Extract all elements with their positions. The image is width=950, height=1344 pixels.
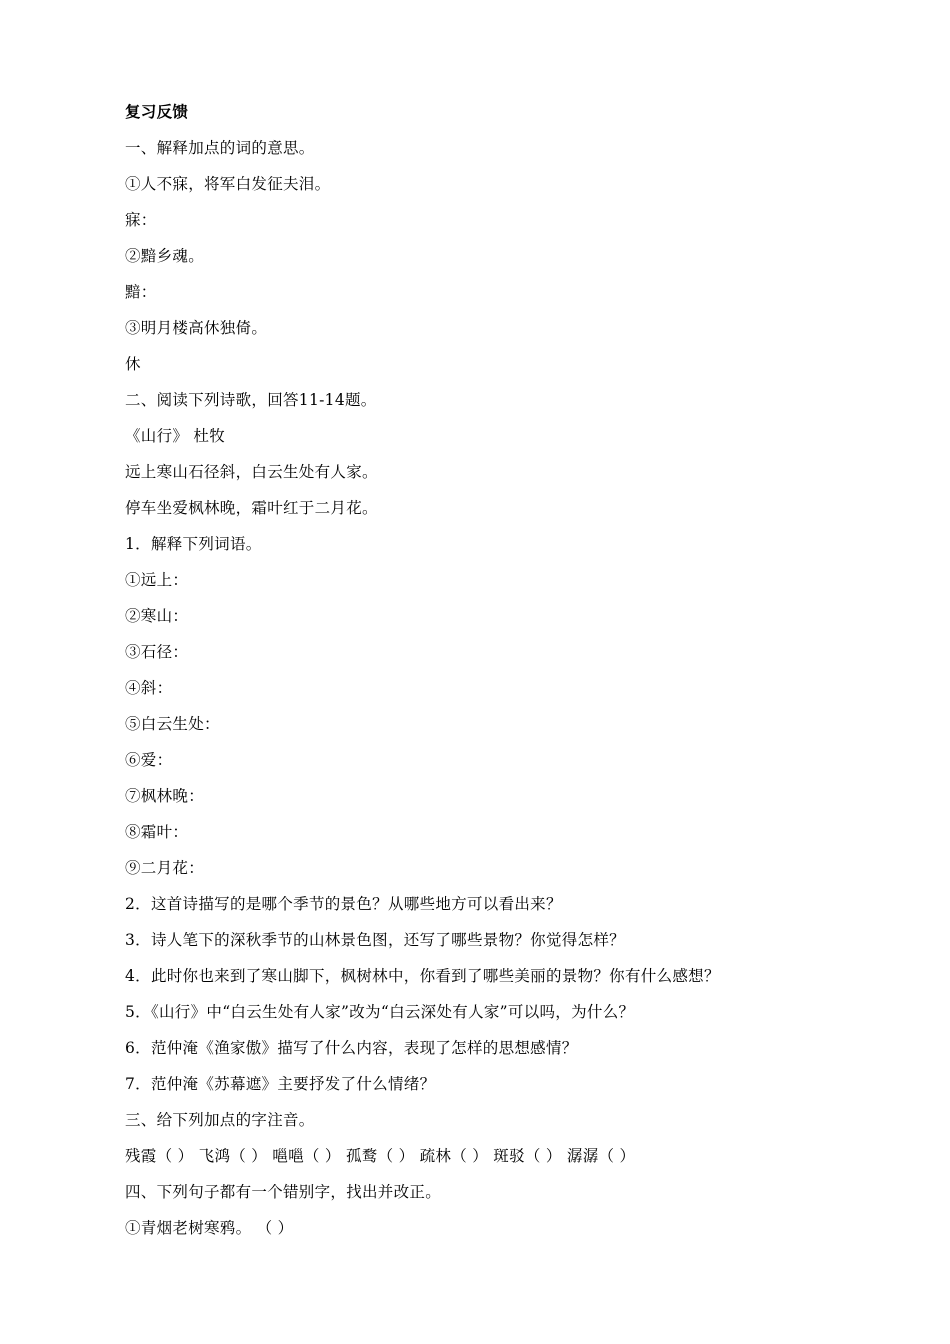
text-line: ①人不寐，将军白发征夫泪。 xyxy=(125,175,331,193)
text-line: 残霞（ ） 飞鸿（ ） 嗈嗈（ ） 孤鹜（ ） 疏林（ ） 斑驳（ ） 潺潺（ ） xyxy=(125,1147,636,1165)
text-line: 三、给下列加点的字注音。 xyxy=(125,1111,315,1129)
text-line: ⑨二月花： xyxy=(125,859,205,877)
text-line: 二、阅读下列诗歌，回答11-14题。 xyxy=(125,391,377,409)
text-line: ⑤白云生处： xyxy=(125,715,220,733)
text-line: 四、下列句子都有一个错别字，找出并改正。 xyxy=(125,1183,442,1201)
text-line: ③明月楼高休独倚。 xyxy=(125,319,268,337)
text-line: 7．范仲淹《苏幕遮》主要抒发了什么情绪？ xyxy=(125,1075,436,1093)
text-line: 黯： xyxy=(125,283,157,301)
text-line: 休 xyxy=(125,355,141,373)
text-line: 远上寒山石径斜，白云生处有人家。 xyxy=(125,463,378,481)
text-line: 2．这首诗描写的是哪个季节的景色？从哪些地方可以看出来？ xyxy=(125,895,562,913)
text-line: 3．诗人笔下的深秋季节的山林景色图，还写了哪些景物？你觉得怎样？ xyxy=(125,931,625,949)
text-line: ①青烟老树寒鸦。 （ ） xyxy=(125,1219,294,1237)
text-line: 寐： xyxy=(125,211,157,229)
text-line: ①远上： xyxy=(125,571,189,589)
text-line: 1．解释下列词语。 xyxy=(125,535,262,553)
text-line: 6．范仲淹《渔家傲》描写了什么内容，表现了怎样的思想感情？ xyxy=(125,1039,578,1057)
text-line: 一、解释加点的词的意思。 xyxy=(125,139,315,157)
text-line: ⑥爱： xyxy=(125,751,173,769)
text-line: 停车坐爱枫林晚，霜叶红于二月花。 xyxy=(125,499,378,517)
text-line: 《山行》 杜牧 xyxy=(125,427,226,445)
text-line: ⑧霜叶： xyxy=(125,823,189,841)
text-line: 4．此时你也来到了寒山脚下，枫树林中，你看到了哪些美丽的景物？你有什么感想？ xyxy=(125,967,720,985)
section-heading: 复习反馈 xyxy=(125,103,189,121)
document-body xyxy=(125,100,825,1252)
text-line: ②寒山： xyxy=(125,607,189,625)
text-line: ③石径： xyxy=(125,643,189,661)
text-line: ②黯乡魂。 xyxy=(125,247,205,265)
text-line: 5．《山行》中“白云生处有人家”改为“白云深处有人家”可以吗，为什么？ xyxy=(125,1003,635,1021)
text-line: ⑦枫林晚： xyxy=(125,787,205,805)
text-line: ④斜： xyxy=(125,679,173,697)
